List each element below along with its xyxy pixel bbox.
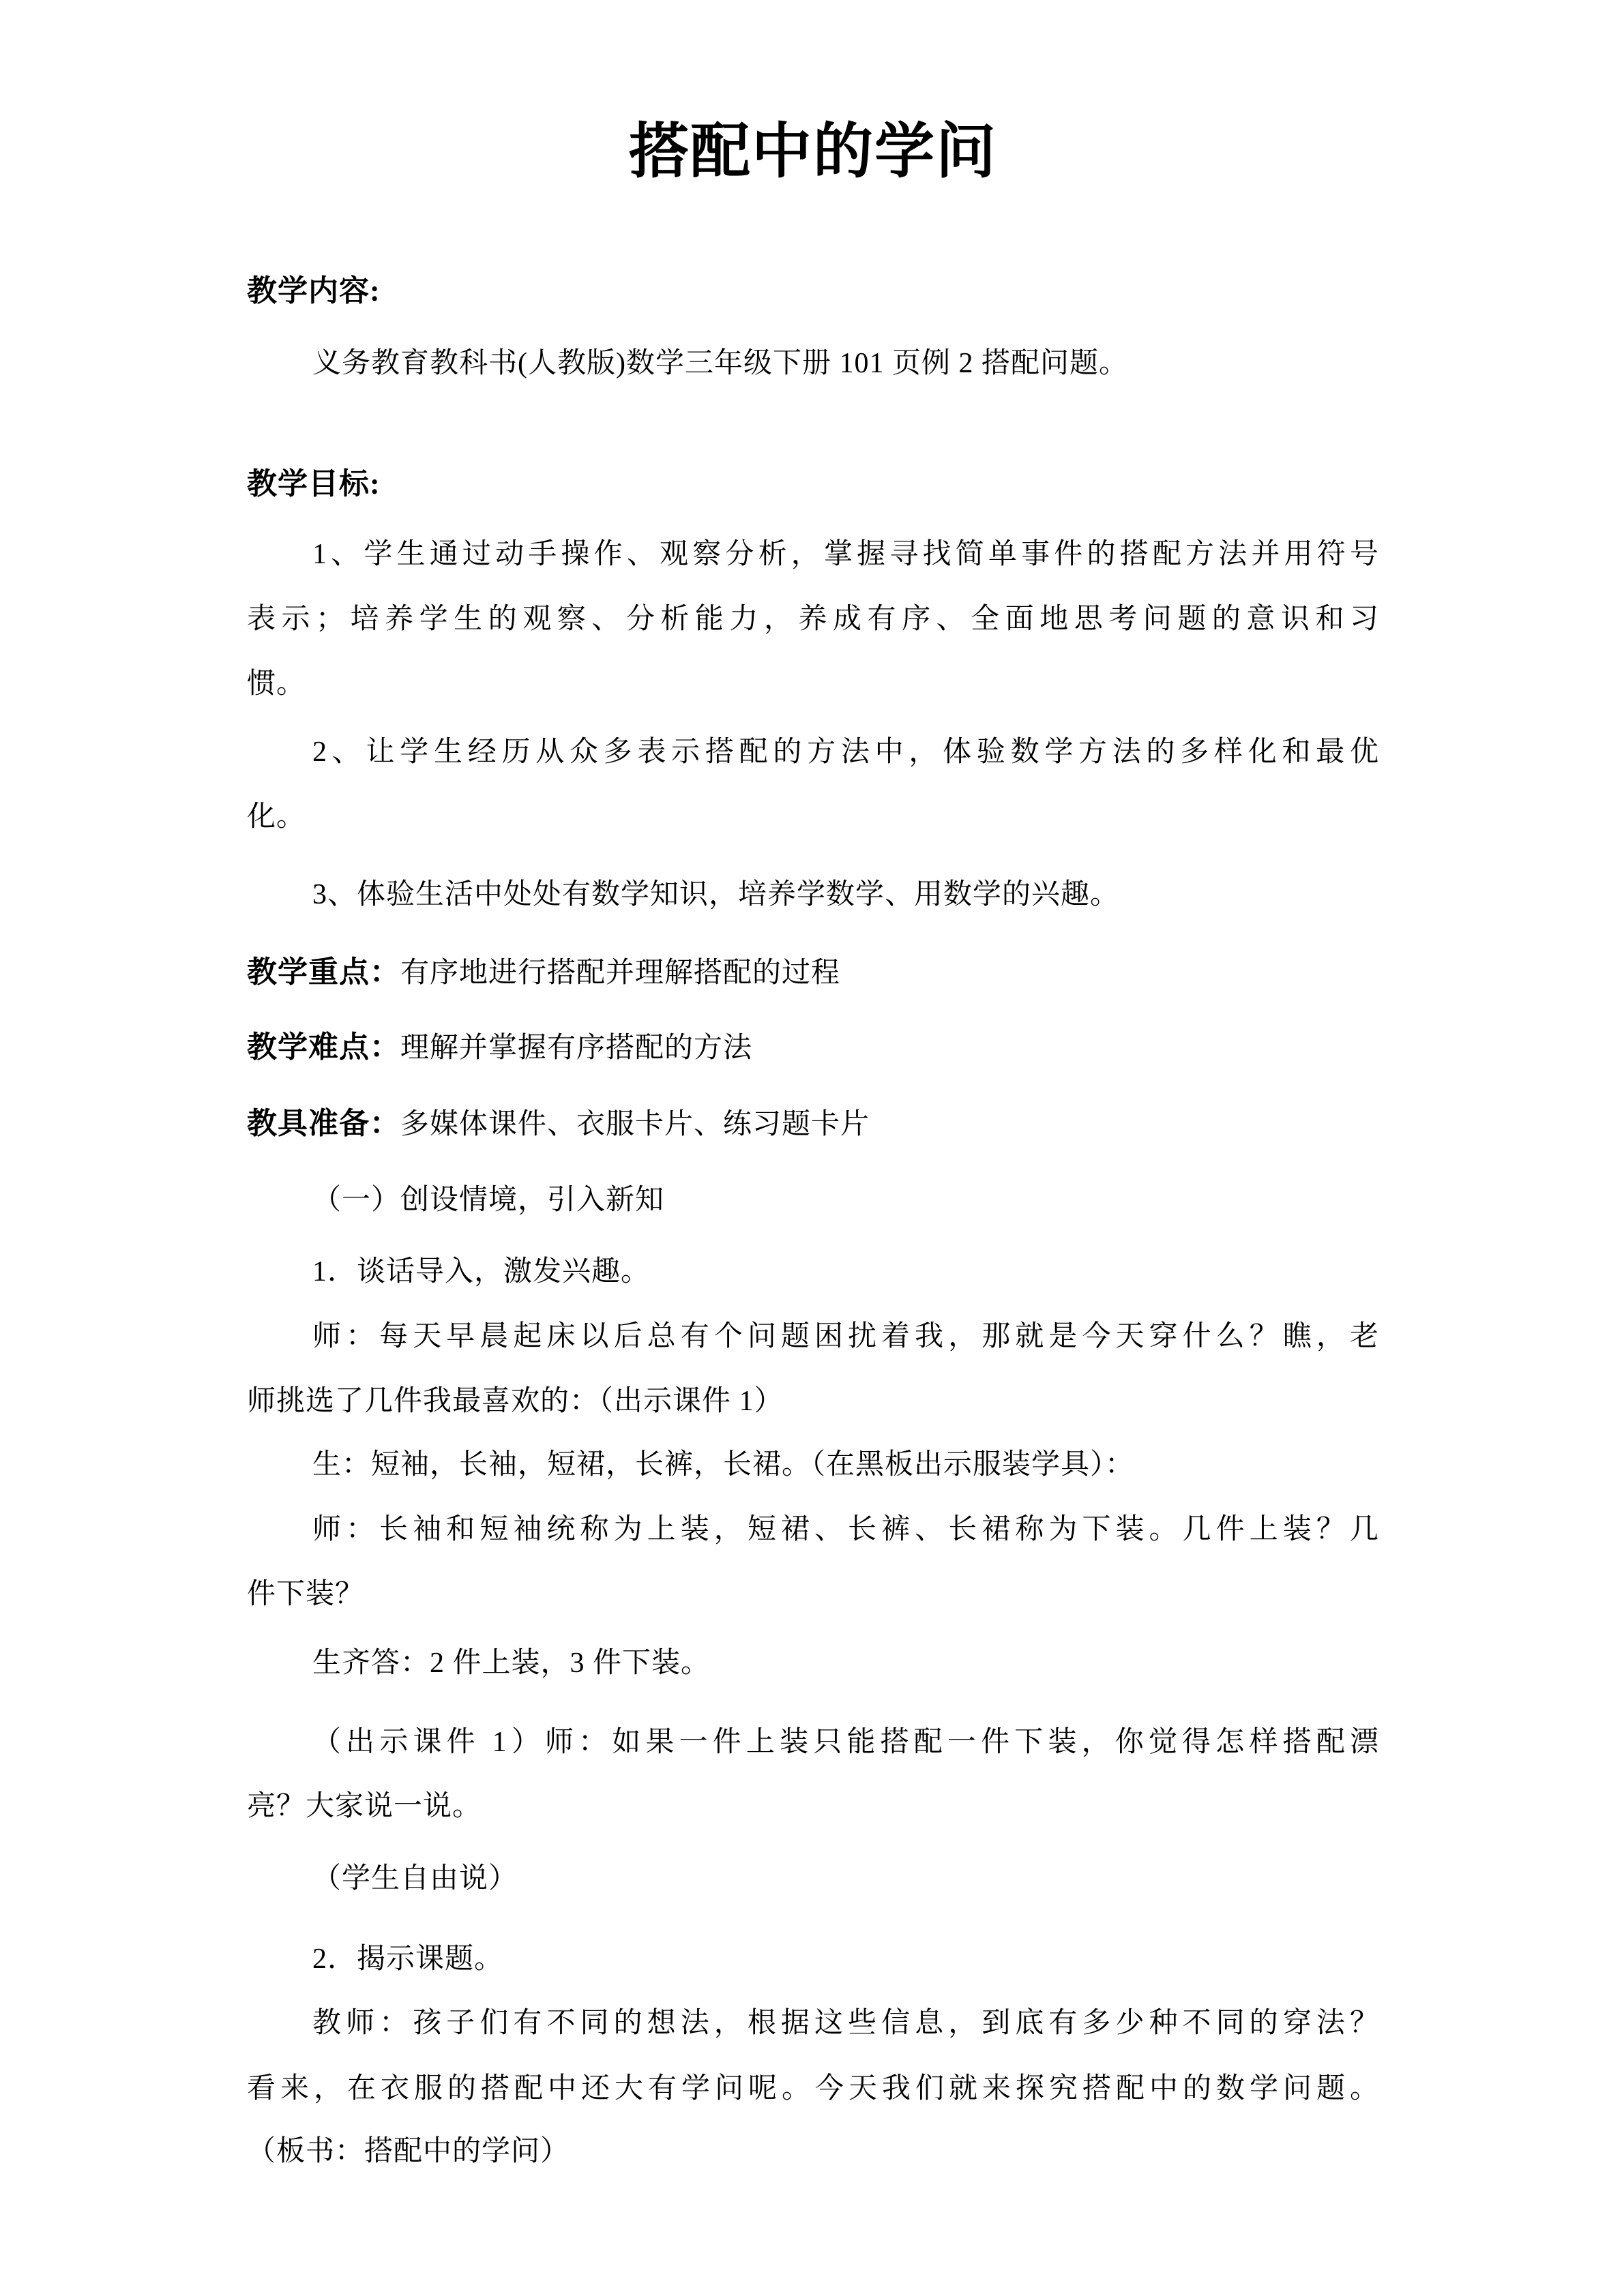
student-answer-1: 生：短袖，长袖，短裙，长裤，长裙。（在黑板出示服装学具）： <box>312 1449 1135 1480</box>
teaching-aids <box>247 1104 1379 1144</box>
teaching-key-point-text: 有序地进行搭配并理解搭配的过程 <box>400 957 841 989</box>
teaching-key-point-label: 教学重点： <box>247 955 400 989</box>
goal-2-line-1: 2、让学生经历从众多表示搭配的方法中，体验数学方法的多样化和最优 <box>312 736 1379 768</box>
para-teaching-content: 义务教育教科书(人教版)数学三年级下册 101 页例 2 搭配问题。 <box>312 348 1128 379</box>
teaching-difficulty <box>247 1028 1379 1067</box>
document-title: 搭配中的学问 <box>628 119 997 185</box>
board-writing: （板书：搭配中的学问） <box>247 2136 570 2167</box>
students-reply: 生齐答：2 件上装，3 件下装。 <box>312 1648 711 1679</box>
teacher-talk-3-line-1: （出示课件 1）师：如果一件上装只能搭配一件下装，你觉得怎样搭配漂 <box>312 1727 1379 1758</box>
goal-2-line-2: 化。 <box>247 801 306 833</box>
teacher-talk-2-line-1: 师：长袖和短袖统称为上装，短裙、长裤、长裙称为下装。几件上装？几 <box>312 1514 1379 1545</box>
teaching-aids-text: 多媒体课件、衣服卡片、练习题卡片 <box>400 1109 870 1140</box>
teaching-difficulty-text: 理解并掌握有序搭配的方法 <box>400 1032 753 1064</box>
teacher-talk-4-line-2: 看来，在衣服的搭配中还大有学问呢。今天我们就来探究搭配中的数学问题。 <box>247 2073 1379 2104</box>
teacher-talk-4-line-1: 教师：孩子们有不同的想法，根据这些信息，到底有多少种不同的穿法？ <box>312 2008 1379 2039</box>
goal-1-line-1: 1、学生通过动手操作、观察分析，掌握寻找简单事件的搭配方法并用符号 <box>312 539 1379 570</box>
teacher-talk-3-line-2: 亮？大家说一说。 <box>247 1791 482 1822</box>
goal-1-line-3: 惯。 <box>247 668 306 700</box>
teaching-aids-label: 教具准备： <box>247 1107 400 1140</box>
students-free-talk: （学生自由说） <box>312 1863 518 1894</box>
goal-3: 3、体验生活中处处有数学知识，培养学数学、用数学的兴趣。 <box>312 879 1120 910</box>
step-1-title: 1．谈话导入，激发兴趣。 <box>312 1256 651 1287</box>
heading-teaching-goals: 教学目标: <box>247 467 381 501</box>
teaching-difficulty-label: 教学难点： <box>247 1030 400 1064</box>
teaching-key-point <box>247 953 1379 992</box>
teacher-talk-1-line-1: 师：每天早晨起床以后总有个问题困扰着我，那就是今天穿什么？瞧，老 <box>312 1321 1379 1352</box>
teacher-talk-2-line-2: 件下装？ <box>247 1579 365 1610</box>
heading-teaching-content: 教学内容: <box>247 274 381 308</box>
step-2-title: 2．揭示课题。 <box>312 1943 504 1975</box>
goal-1-line-2: 表示；培养学生的观察、分析能力，养成有序、全面地思考问题的意识和习 <box>247 603 1379 635</box>
teacher-talk-1-line-2: 师挑选了几件我最喜欢的：（出示课件 1） <box>247 1386 784 1417</box>
section-1-heading: （一）创设情境，引入新知 <box>312 1184 665 1216</box>
